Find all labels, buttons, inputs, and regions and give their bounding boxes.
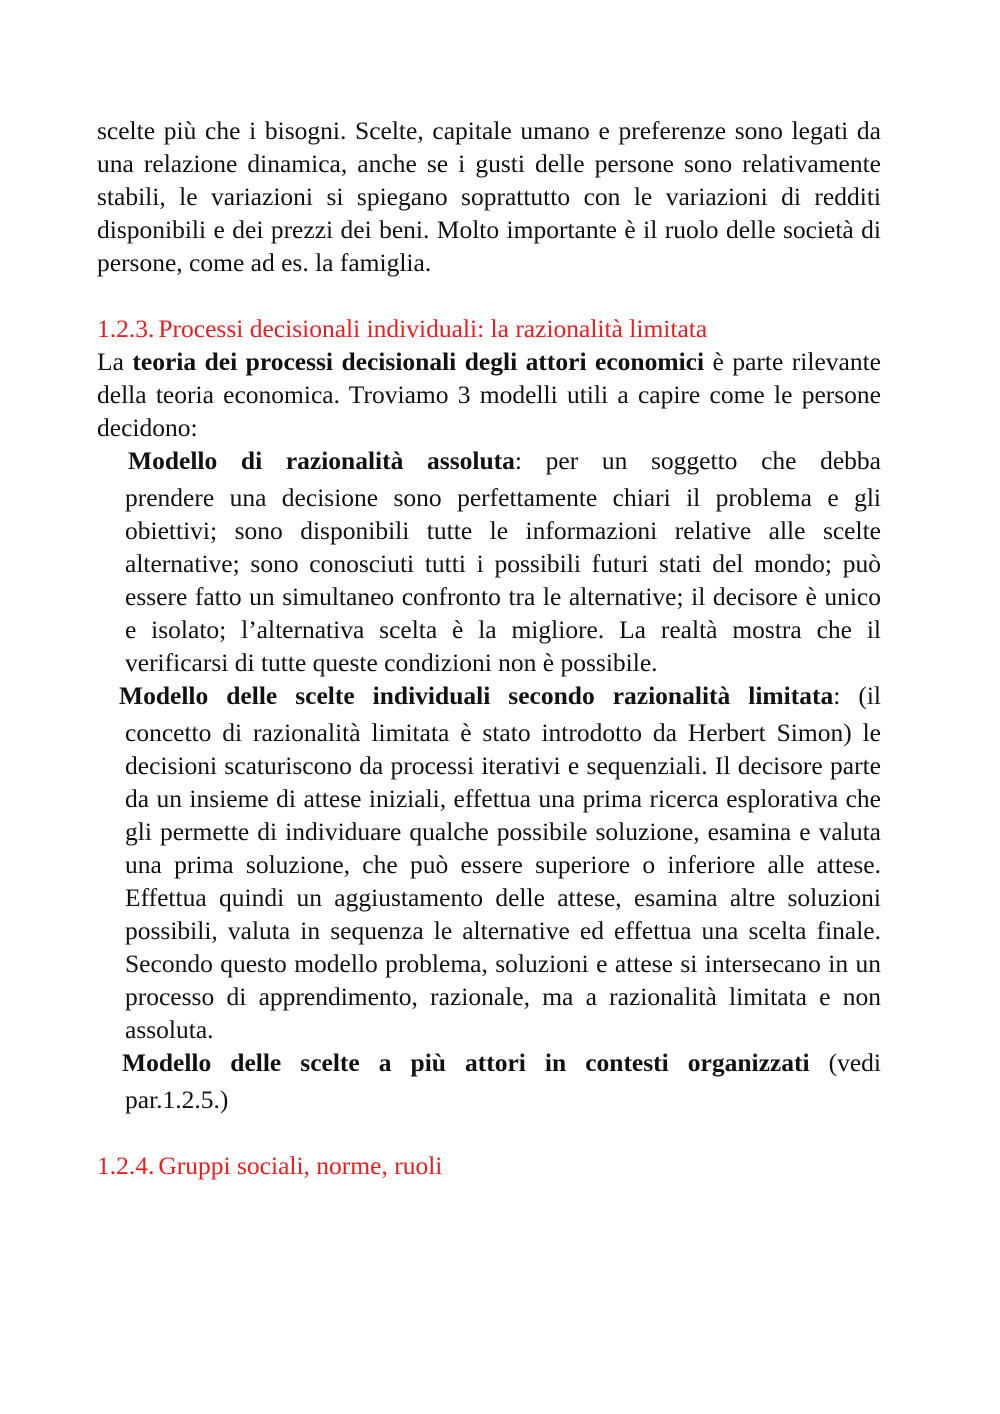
model-title: Modello delle scelte individuali secondo razionalità limitata	[119, 681, 834, 710]
document-page	[97, 114, 881, 1182]
section-title: Gruppi sociali, norme, ruoli	[158, 1151, 443, 1180]
intro-lead: La	[97, 347, 133, 376]
model-title: Modello di razionalità assoluta	[128, 446, 515, 475]
model-item-first-line	[122, 1046, 881, 1079]
spacer	[97, 1116, 881, 1149]
section-heading-1-2-3	[97, 312, 881, 345]
section-heading-1-2-4	[97, 1149, 881, 1182]
intro-tail: è parte rilevante della teoria economica. Troviamo 3 modelli utili a capire come le persone decidono:	[97, 347, 881, 442]
model-first-line-rest: : per un soggetto che debba	[514, 446, 881, 475]
section-number: 1.2.4.	[97, 1151, 155, 1180]
model-item-first-line	[119, 679, 881, 712]
model-description: concetto di razionalità limitata è stato introdotto da Herbert Simon) le decisioni scaturiscono da processi iterativi e sequenziali. Il decisore parte da un insieme di attese iniziali, effettua una prima ricerca esplorativa che gli permette di individuare qualche possibile soluzione, esamina e valuta una prima soluzione, che può essere superiore o inferiore alle attese. Effettua quindi un aggiustamento delle attese, esamina altre soluzioni possibili, valuta in sequenza le alternative ed effettua una scelta finale. Secondo questo modello problema, soluzioni e attese si intersecano in un processo di apprendimento, razionale, ma a razionalità limitata e non assoluta.	[125, 718, 881, 1044]
section-number: 1.2.3.	[97, 314, 155, 343]
model-title: Modello delle scelte a più attori in contesti organizzati	[122, 1048, 810, 1077]
model-description: par.1.2.5.)	[125, 1085, 229, 1114]
section-intro-paragraph	[97, 345, 881, 444]
model-item-first-line	[128, 444, 881, 477]
model-item-bounded-rationality	[97, 679, 881, 1046]
section-title: Processi decisionali individuali: la razionalità limitata	[158, 314, 708, 343]
intro-paragraph: scelte più che i bisogni. Scelte, capitale umano e preferenze sono legati da una relazione dinamica, anche se i gusti delle persone sono relativamente stabili, le variazioni si spiegano soprattutto con le variazioni di redditi disponibili e dei prezzi dei beni. Molto importante è il ruolo delle società di persone, come ad es. la famiglia.	[97, 116, 881, 277]
model-item-multi-actor	[97, 1046, 881, 1116]
model-first-line-rest: : (il	[833, 681, 881, 710]
spacer	[97, 279, 881, 312]
model-first-line-rest: (vedi	[809, 1048, 881, 1077]
model-description: prendere una decisione sono perfettamente chiari il problema e gli obiettivi; sono disponibili tutte le informazioni relative alle scelte alternative; sono conosciuti tutti i possibili futuri stati del mondo; può essere fatto un simultaneo confronto tra le alternative; il decisore è unico e isolato; l’alternativa scelta è la migliore. La realtà mostra che il verificarsi di tutte queste condizioni non è possibile.	[125, 483, 881, 677]
model-item-absolute-rationality	[97, 444, 881, 679]
intro-bold-term: teoria dei processi decisionali degli attori economici	[132, 347, 705, 376]
